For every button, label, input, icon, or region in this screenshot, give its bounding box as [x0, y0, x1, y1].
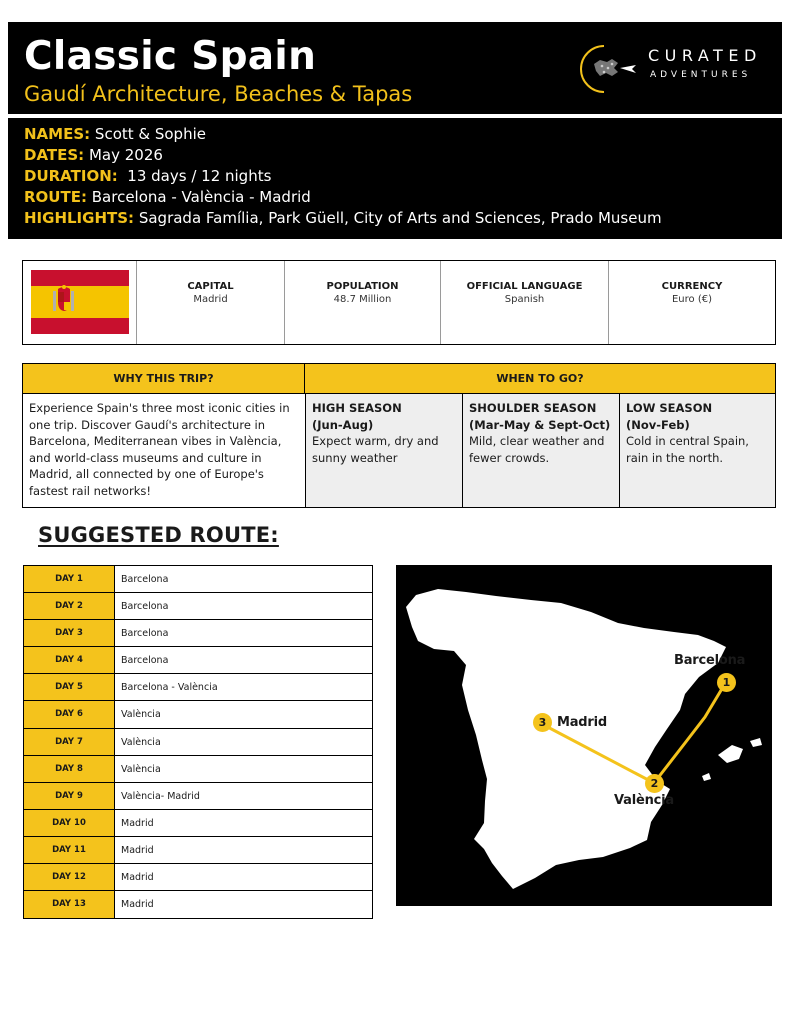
info-names-label: NAMES: [24, 125, 91, 143]
map-stop-1: 1 [717, 673, 736, 692]
day-city: Barcelona - València [121, 682, 218, 694]
curated-adventures-logo [574, 38, 770, 100]
season-low [619, 394, 775, 507]
fact-language-value: Spanish [504, 294, 545, 305]
fact-currency-value: Euro (€) [671, 294, 712, 305]
season-shoulder [462, 394, 619, 507]
day-city: Barcelona [121, 601, 169, 613]
page-title: Classic Spain [24, 34, 317, 79]
season-shoulder-title: SHOULDER SEASON [469, 401, 597, 415]
season-low-title: LOW SEASON [626, 401, 713, 415]
info-route [24, 187, 766, 208]
spain-map-icon [396, 565, 772, 906]
logo-word-curated: CURATED [648, 46, 762, 65]
day-label: DAY 10 [24, 810, 115, 836]
fact-population-label: POPULATION [326, 281, 399, 292]
fact-population-value: 48.7 Million [333, 294, 392, 305]
day-label: DAY 3 [24, 620, 115, 646]
table-row [24, 647, 372, 674]
day-city: València [121, 736, 161, 748]
day-city: València- Madrid [121, 790, 200, 802]
flag-cell [23, 261, 137, 344]
info-duration-label: DURATION: [24, 167, 118, 185]
fact-currency [609, 261, 775, 344]
day-city: València [121, 763, 161, 775]
suggested-route-heading: SUGGESTED ROUTE: [38, 523, 279, 547]
table-row [24, 783, 372, 810]
day-city: Barcelona [121, 655, 169, 667]
fact-population [285, 261, 441, 344]
season-high [305, 394, 462, 507]
season-high-months: (Jun-Aug) [312, 417, 374, 432]
table-row [24, 674, 372, 701]
info-duration-value: 13 days / 12 nights [127, 167, 272, 185]
route-map [396, 565, 772, 906]
season-high-desc: Expect warm, dry and sunny weather [312, 434, 439, 465]
map-stop-3: 3 [533, 713, 552, 732]
day-label: DAY 13 [24, 891, 115, 918]
day-city: Barcelona [121, 574, 169, 585]
day-label: DAY 5 [24, 674, 115, 700]
table-row [24, 729, 372, 756]
day-label: DAY 8 [24, 756, 115, 782]
header-banner [8, 22, 782, 114]
table-row [24, 837, 372, 864]
table-row [24, 891, 372, 918]
table-row [24, 701, 372, 728]
season-high-title: HIGH SEASON [312, 401, 402, 415]
day-label: DAY 6 [24, 701, 115, 727]
day-label: DAY 9 [24, 783, 115, 809]
spain-flag-icon [31, 270, 129, 334]
info-duration [24, 166, 766, 187]
fact-capital-label: CAPITAL [187, 281, 234, 292]
info-route-label: ROUTE: [24, 188, 87, 206]
info-dates-value: May 2026 [88, 146, 163, 164]
day-label: DAY 11 [24, 837, 115, 863]
season-low-desc: Cold in central Spain, rain in the north. [626, 434, 749, 465]
fact-capital [137, 261, 285, 344]
why-this-trip-heading: WHY THIS TRIP? [23, 364, 305, 393]
day-label: DAY 2 [24, 593, 115, 619]
info-highlights-label: HIGHLIGHTS: [24, 209, 135, 227]
day-city: Barcelona [121, 628, 169, 640]
info-route-value: Barcelona - València - Madrid [91, 188, 311, 206]
fact-capital-value: Madrid [193, 294, 228, 305]
info-names [24, 124, 766, 145]
logo-word-adventures: ADVENTURES [650, 70, 752, 80]
day-label: DAY 12 [24, 864, 115, 890]
country-facts-table [22, 260, 776, 345]
day-label: DAY 4 [24, 647, 115, 673]
day-city: Madrid [121, 844, 154, 856]
day-itinerary-table [23, 565, 373, 919]
day-city: Madrid [121, 899, 154, 911]
info-dates [24, 145, 766, 166]
info-names-value: Scott & Sophie [94, 125, 206, 143]
map-stop-2: 2 [645, 774, 664, 793]
day-label: DAY 7 [24, 729, 115, 755]
map-label-valencia: València [614, 793, 674, 808]
trip-overview-table [22, 363, 776, 508]
info-highlights [24, 208, 766, 229]
fact-language [441, 261, 609, 344]
table-row [24, 620, 372, 647]
when-to-go-heading: WHEN TO GO? [305, 364, 775, 393]
day-city: Madrid [121, 872, 154, 884]
season-shoulder-desc: Mild, clear weather and fewer crowds. [469, 434, 605, 465]
day-city: València [121, 709, 161, 721]
table-row [24, 864, 372, 891]
day-label: DAY 1 [24, 566, 115, 592]
season-low-months: (Nov-Feb) [626, 417, 690, 432]
table-row [24, 566, 372, 593]
why-this-trip-text: Experience Spain's three most iconic cities in one trip. Discover Gaudí's architecture in Barcelona, Mediterranean vibes in València, and world-class museums and culture in Madrid, all connected by one of Europe's fastest rail networks! [29, 401, 290, 498]
fact-language-label: OFFICIAL LANGUAGE [466, 281, 583, 292]
season-shoulder-months: (Mar-May & Sept-Oct) [469, 417, 611, 432]
trip-info-panel [8, 118, 782, 239]
info-dates-label: DATES: [24, 146, 85, 164]
map-label-barcelona: Barcelona [674, 653, 746, 668]
day-city: Madrid [121, 817, 154, 829]
table-row [24, 593, 372, 620]
globe-logo-icon [574, 38, 646, 100]
fact-currency-label: CURRENCY [661, 281, 723, 292]
table-row [24, 756, 372, 783]
info-highlights-value: Sagrada Família, Park Güell, City of Arts and Sciences, Prado Museum [138, 209, 662, 227]
map-label-madrid: Madrid [557, 715, 607, 730]
table-row [24, 810, 372, 837]
page-subtitle: Gaudí Architecture, Beaches & Tapas [24, 82, 413, 106]
